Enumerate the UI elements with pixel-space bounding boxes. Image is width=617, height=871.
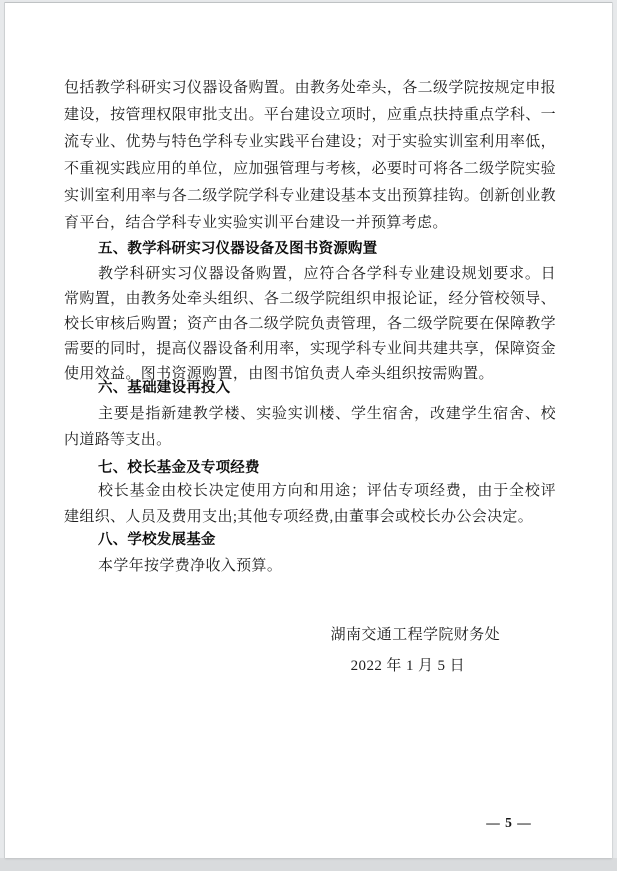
section-heading-6: 六、基础建设再投入 bbox=[98, 380, 231, 396]
section-heading-8: 八、学校发展基金 bbox=[98, 532, 216, 548]
section-heading-7: 七、校长基金及专项经费 bbox=[98, 460, 260, 476]
signature-org: 湖南交通工程学院财务处 bbox=[330, 627, 500, 643]
document-content bbox=[64, 3, 556, 679]
document-page bbox=[5, 2, 612, 858]
section-body-7: 校长基金由校长决定使用方向和用途；评估专项经费，由于全校评建组织、人员及费用支出;其他专项经费,由董事会或校长办公会决定。 bbox=[64, 483, 556, 525]
intro-paragraph: 包括教学科研实习仪器设备购置。由教务处牵头，各二级学院按规定申报建设，按管理权限审批支出。平台建设立项时，应重点扶持重点学科、一流专业、优势与特色学科专业实践平台建设；对于实验实训室利用率低，不重视实践应用的单位，应加强管理与考核，必要时可将各二级学院实验实训室利用率与各二级学院学科专业建设基本支出预算挂钩。创新创业教育平台，结合学科专业实验实训平台建设一并预算考虑。 bbox=[64, 80, 556, 231]
scan-bottom-edge bbox=[0, 858, 617, 871]
section-body-6: 主要是指新建教学楼、实验实训楼、学生宿舍，改建学生宿舍、校内道路等支出。 bbox=[64, 406, 556, 448]
page-number: — 5 — bbox=[486, 815, 532, 830]
section-heading-5: 五、教学科研实习仪器设备及图书资源购置 bbox=[98, 241, 378, 257]
section-body-8: 本学年按学费净收入预算。 bbox=[98, 558, 283, 574]
signature-block bbox=[64, 622, 556, 679]
signature-date: 2022 年 1 月 5 日 bbox=[350, 658, 465, 674]
section-body-5: 教学科研实习仪器设备购置，应符合各学科专业建设规划要求。日常购置，由教务处牵头组织、各二级学院组织申报论证，经分管校领导、校长审核后购置；资产由各二级学院负责管理，各二级学院要在保障教学需要的同时，提高仪器设备利用率，实现学科专业间共建共享，保障资金使用效益。图书资源购置，由图书馆负责人牵头组织按需购置。 bbox=[64, 266, 556, 382]
